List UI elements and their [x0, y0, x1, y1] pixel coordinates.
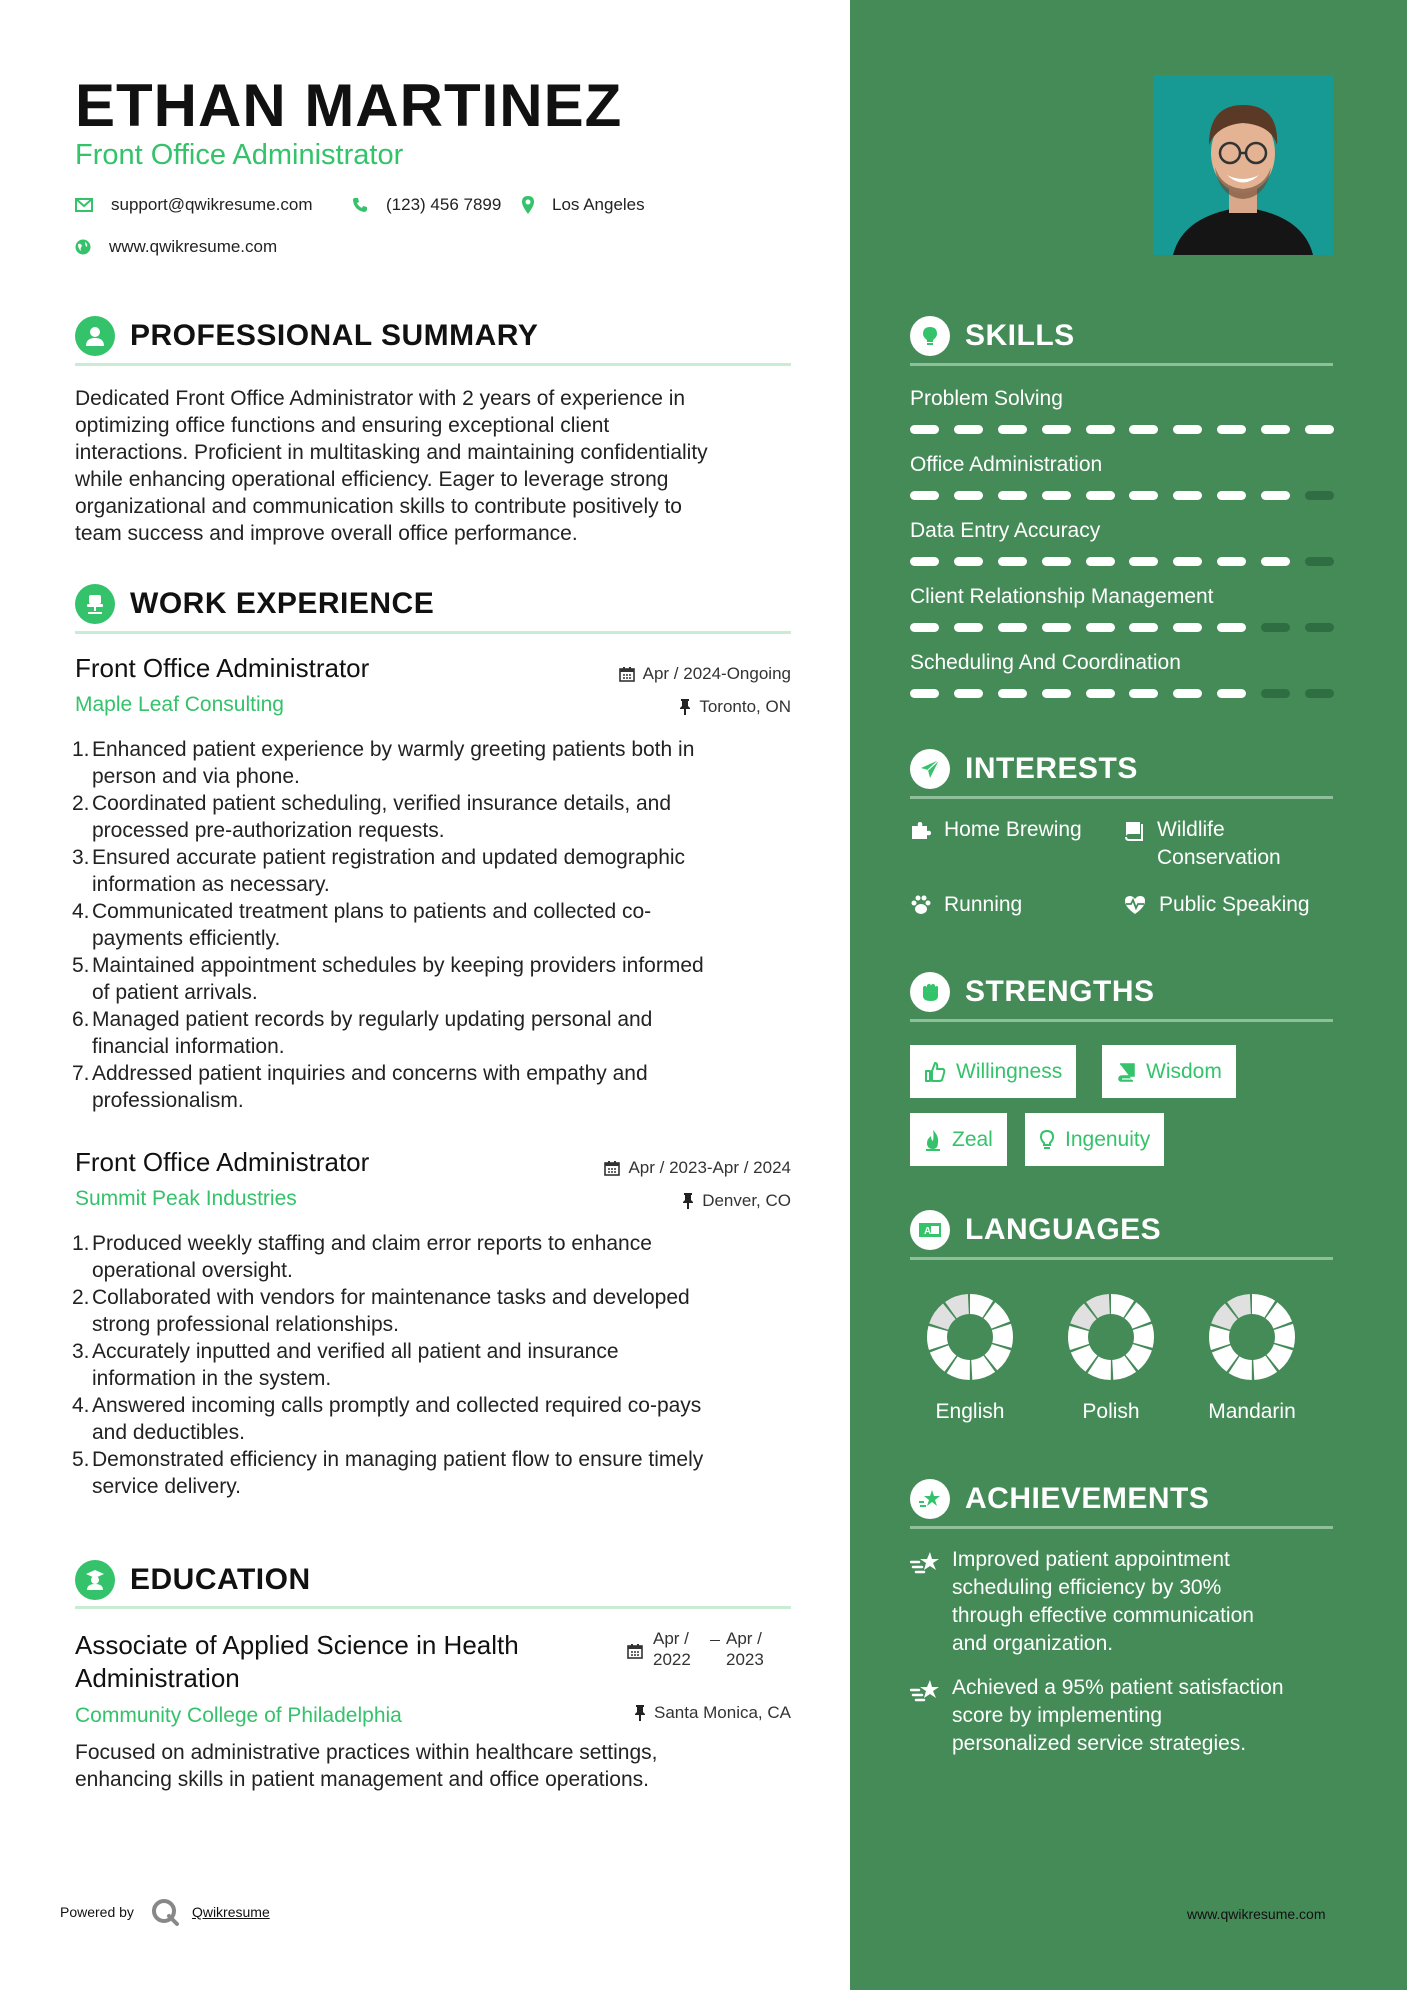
- map-marker-icon: [522, 196, 534, 214]
- list-item: 3. Accurately inputted and verified all patient and insurance information in the system.: [72, 1340, 619, 1390]
- skill-level-segment: [1042, 557, 1071, 566]
- skill-name: Client Relationship Management: [910, 585, 1214, 608]
- skill-level-segment: [954, 557, 983, 566]
- skill-level-segment: [1305, 557, 1334, 566]
- skill-level-segment: [954, 623, 983, 632]
- list-item: 1. Produced weekly staffing and claim error reports to enhance operational oversight.: [72, 1232, 652, 1282]
- skill-level-segment: [1305, 425, 1334, 434]
- languages-heading: [910, 1210, 1161, 1250]
- skill-level-segment: [1129, 689, 1158, 698]
- skill-level-segment: [1086, 557, 1115, 566]
- skill-level-segment: [998, 491, 1027, 500]
- job-2-role: Front Office Administrator: [75, 1147, 370, 1177]
- strength-badge: Ingenuity: [1025, 1113, 1164, 1166]
- profile-photo: [1153, 75, 1333, 255]
- achievement-item: Achieved a 95% patient satisfaction score by implementing personalized service strategies.: [910, 1674, 1284, 1758]
- skill-level-segment: [1217, 491, 1246, 500]
- skill-level-segment: [1261, 689, 1290, 698]
- phone-text: (123) 456 7899: [386, 195, 502, 214]
- education-start-date: Apr / 2022: [653, 1629, 691, 1669]
- strength-badge: Willingness: [910, 1045, 1076, 1098]
- powered-by-text: Powered by: [60, 1904, 134, 1920]
- language-proficiency-ring: [1068, 1294, 1154, 1380]
- skill-level-bar: [910, 689, 1334, 698]
- website-text: www.qwikresume.com: [109, 237, 278, 256]
- skill-level-segment: [1086, 689, 1115, 698]
- skill-level-segment: [1173, 623, 1202, 632]
- email-text: support@qwikresume.com: [111, 195, 313, 214]
- skill-level-segment: [1173, 557, 1202, 566]
- experience-divider: [75, 631, 791, 634]
- skill-level-bar: [910, 491, 1334, 500]
- skill-level-segment: [1129, 557, 1158, 566]
- heartbeat-icon: [1123, 894, 1147, 916]
- star-hand-icon: [910, 1678, 942, 1704]
- education-title: EDUCATION: [130, 1563, 311, 1596]
- book-icon: [1123, 819, 1145, 841]
- skill-name: Data Entry Accuracy: [910, 519, 1101, 542]
- star-hand-icon: [910, 1550, 942, 1576]
- school-name: Community College of Philadelphia: [75, 1704, 402, 1727]
- skills-title: SKILLS: [965, 319, 1075, 352]
- skill-level-segment: [1261, 557, 1290, 566]
- strengths-title: STRENGTHS: [965, 975, 1155, 1008]
- email-contact[interactable]: [75, 194, 313, 216]
- skill-level-segment: [1305, 689, 1334, 698]
- skill-name: Scheduling And Coordination: [910, 651, 1181, 674]
- list-item: 4. Communicated treatment plans to patients and collected co- payments efficiently.: [72, 900, 652, 950]
- achievements-title: ACHIEVEMENTS: [965, 1482, 1210, 1515]
- education-description: Focused on administrative practices within healthcare settings, enhancing skills in patient management and office operations.: [75, 1741, 658, 1791]
- skill-level-bar: [910, 623, 1334, 632]
- candidate-name: ETHAN MARTINEZ: [75, 72, 623, 139]
- job-1-role: Front Office Administrator: [75, 653, 370, 683]
- degree-title: Associate of Applied Science in Health Administration: [75, 1630, 519, 1693]
- fist-icon: [910, 972, 950, 1012]
- strengths-heading: [910, 972, 1155, 1012]
- education-location: Santa Monica, CA: [634, 1702, 791, 1724]
- skill-name: Office Administration: [910, 453, 1103, 476]
- strength-badge: Wisdom: [1102, 1045, 1236, 1098]
- interests-divider: [910, 796, 1333, 799]
- job-1-location: Toronto, ON: [679, 696, 791, 718]
- location-text: Los Angeles: [552, 195, 645, 214]
- skill-level-bar: [910, 425, 1334, 434]
- skill-level-segment: [1173, 425, 1202, 434]
- skill-level-segment: [1042, 689, 1071, 698]
- skills-heading: [910, 316, 1075, 356]
- skill-level-segment: [954, 491, 983, 500]
- footer-branding: [60, 1897, 270, 1927]
- skill-level-segment: [1173, 689, 1202, 698]
- skills-divider: [910, 363, 1333, 366]
- languages-divider: [910, 1257, 1333, 1260]
- list-item: 7. Addressed patient inquiries and concerns with empathy and professionalism.: [72, 1062, 648, 1112]
- skill-level-segment: [1217, 689, 1246, 698]
- skill-level-segment: [1305, 623, 1334, 632]
- strengths-divider: [910, 1019, 1333, 1022]
- skill-level-segment: [1173, 491, 1202, 500]
- education-heading: [75, 1560, 311, 1600]
- svg-text:A: A: [924, 1226, 932, 1237]
- language-name: Mandarin: [1208, 1400, 1296, 1423]
- job-1-company: Maple Leaf Consulting: [75, 693, 284, 716]
- achievements-divider: [910, 1526, 1333, 1529]
- job-1-dates: Apr / 2024-Ongoing: [619, 663, 791, 685]
- list-item: 2. Collaborated with vendors for maintenance tasks and developed strong professional relationships.: [72, 1286, 690, 1336]
- skill-level-segment: [1261, 425, 1290, 434]
- list-item: 1. Enhanced patient experience by warmly greeting patients both in person and via phone.: [72, 738, 695, 788]
- summary-heading: [75, 316, 538, 356]
- language-proficiency-ring: [1209, 1294, 1295, 1380]
- skill-level-segment: [954, 689, 983, 698]
- office-chair-icon: [75, 584, 115, 624]
- skill-level-segment: [1042, 623, 1071, 632]
- phone-contact[interactable]: [352, 194, 501, 216]
- envelope-icon: [75, 198, 93, 212]
- languages-title: LANGUAGES: [965, 1213, 1162, 1246]
- skill-level-segment: [1261, 491, 1290, 500]
- skill-level-segment: [910, 689, 939, 698]
- footer-website[interactable]: www.qwikresume.com: [1187, 1906, 1326, 1922]
- skill-level-segment: [1261, 623, 1290, 632]
- candidate-title: Front Office Administrator: [75, 139, 404, 171]
- job-2-bullets: [72, 1230, 792, 1500]
- lightbulb-icon: [910, 316, 950, 356]
- pin-icon: [682, 1193, 694, 1209]
- job-1-bullets: [72, 736, 792, 1114]
- skill-level-segment: [910, 623, 939, 632]
- experience-heading: [75, 584, 434, 624]
- calendar-icon: [619, 666, 635, 682]
- achievement-item: Improved patient appointment scheduling efficiency by 30% through effective communication and organization.: [910, 1546, 1254, 1658]
- pin-icon: [679, 699, 691, 715]
- interests-title: INTERESTS: [965, 752, 1138, 785]
- job-2-dates: Apr / 2023-Apr / 2024: [604, 1157, 791, 1179]
- skill-level-segment: [1305, 491, 1334, 500]
- skill-level-segment: [910, 491, 939, 500]
- calendar-icon: [627, 1643, 643, 1664]
- interest-item: Public Speaking: [1123, 891, 1310, 919]
- thumbs-up-icon: [924, 1061, 946, 1083]
- location-contact: [522, 194, 645, 216]
- skill-level-segment: [1217, 623, 1246, 632]
- list-item: 3. Ensured accurate patient registration and updated demographic information as necessary.: [72, 846, 686, 896]
- education-end-date: Apr / 2023: [726, 1629, 764, 1669]
- interest-item: Running: [910, 891, 1022, 919]
- book-icon: [1116, 1062, 1136, 1082]
- globe-icon: [75, 239, 91, 255]
- skill-level-bar: [910, 557, 1334, 566]
- skill-level-segment: [910, 557, 939, 566]
- star-hand-icon: [910, 1479, 950, 1519]
- job-2-location: Denver, CO: [682, 1190, 791, 1212]
- skill-level-segment: [1042, 491, 1071, 500]
- qwikresume-logo-icon: [150, 1897, 180, 1927]
- list-item: 4. Answered incoming calls promptly and collected required co-pays and deductibles.: [72, 1394, 702, 1444]
- avatar-illustration: [1153, 75, 1333, 255]
- skill-level-segment: [1086, 491, 1115, 500]
- education-divider: [75, 1606, 791, 1609]
- skill-level-segment: [998, 689, 1027, 698]
- skill-name: Problem Solving: [910, 387, 1063, 410]
- language-proficiency-ring: [927, 1294, 1013, 1380]
- experience-title: WORK EXPERIENCE: [130, 587, 435, 620]
- job-2-company: Summit Peak Industries: [75, 1187, 297, 1210]
- skill-level-segment: [1042, 425, 1071, 434]
- pin-icon: [634, 1705, 646, 1721]
- paw-icon: [910, 894, 932, 916]
- skill-level-segment: [1129, 425, 1158, 434]
- skill-level-segment: [1086, 623, 1115, 632]
- strength-badge: Zeal: [910, 1113, 1007, 1166]
- lightbulb-icon: [1039, 1129, 1055, 1151]
- calendar-icon: [604, 1160, 620, 1176]
- date-separator: [710, 1640, 720, 1641]
- graduate-icon: [75, 1560, 115, 1600]
- summary-text: Dedicated Front Office Administrator with 2 years of experience in optimizing office functions and ensuring exceptional client interactions. Proficient in multitasking and maintaining confidentiality while enhancing operational efficiency. Eager to leverage strong organizational and communication skills to contribute positively to team success and improve overall office performance.: [75, 387, 708, 545]
- fire-icon: [924, 1129, 942, 1151]
- list-item: 5. Maintained appointment schedules by keeping providers informed of patient arrivals.: [72, 954, 704, 1004]
- puzzle-icon: [910, 819, 932, 841]
- interest-item: Home Brewing: [910, 816, 1082, 844]
- skill-level-segment: [1129, 623, 1158, 632]
- summary-divider: [75, 363, 791, 366]
- language-name: Polish: [1082, 1400, 1140, 1423]
- skill-level-segment: [1086, 425, 1115, 434]
- skill-level-segment: [998, 425, 1027, 434]
- language-icon: [910, 1210, 950, 1250]
- interest-item: Wildlife Conservation: [1123, 816, 1281, 872]
- skill-level-segment: [910, 425, 939, 434]
- skill-level-segment: [1129, 491, 1158, 500]
- list-item: 2. Coordinated patient scheduling, verified insurance details, and processed pre-authorization requests.: [72, 792, 672, 842]
- website-contact[interactable]: [75, 236, 277, 258]
- summary-title: PROFESSIONAL SUMMARY: [130, 319, 539, 352]
- skill-level-segment: [998, 623, 1027, 632]
- language-name: English: [935, 1400, 1005, 1423]
- phone-icon: [352, 197, 368, 213]
- list-item: 5. Demonstrated efficiency in managing patient flow to ensure timely service delivery.: [72, 1448, 704, 1498]
- list-item: 6. Managed patient records by regularly updating personal and financial information.: [72, 1008, 653, 1058]
- paper-plane-icon: [910, 749, 950, 789]
- user-icon: [75, 316, 115, 356]
- brand-link[interactable]: Qwikresume: [191, 1904, 270, 1920]
- achievements-heading: [910, 1479, 1209, 1519]
- skill-level-segment: [954, 425, 983, 434]
- skill-level-segment: [1217, 425, 1246, 434]
- skill-level-segment: [998, 557, 1027, 566]
- interests-heading: [910, 749, 1138, 789]
- skill-level-segment: [1217, 557, 1246, 566]
